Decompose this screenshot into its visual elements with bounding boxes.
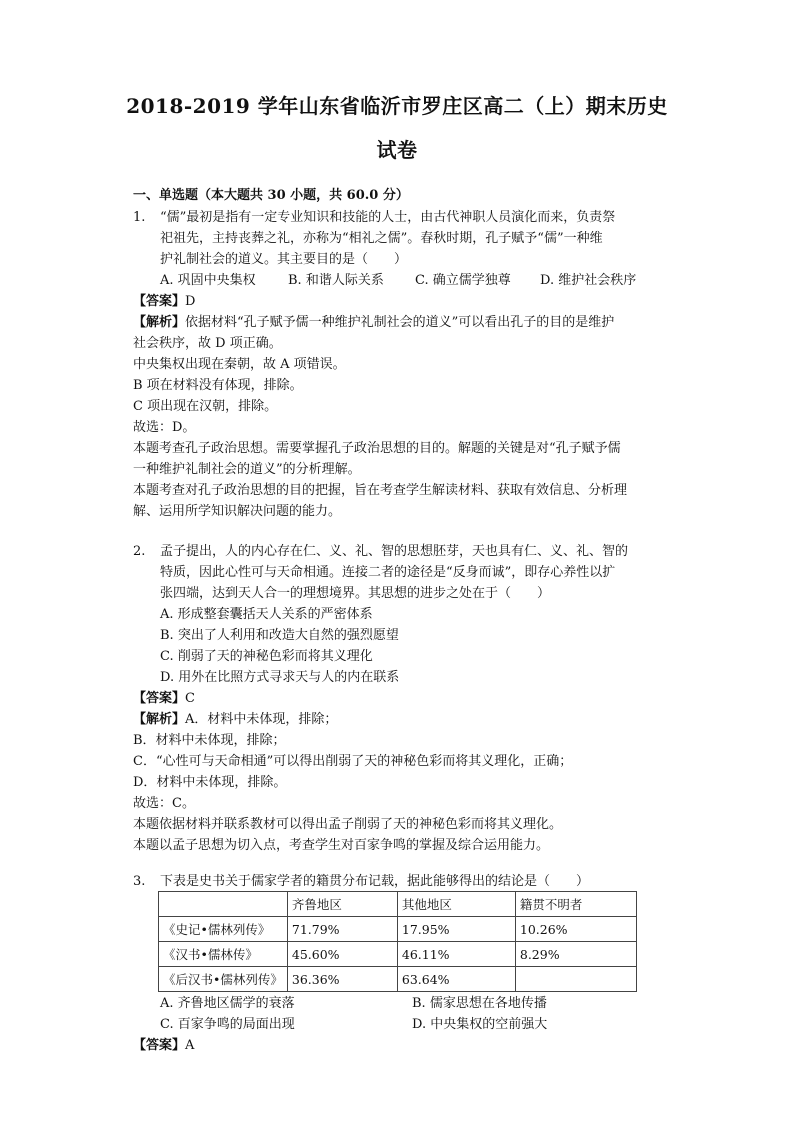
option-b: B. 儒家思想在各地传播 xyxy=(412,996,547,1011)
option-b: B. 突出了人利用和改造大自然的强烈愿望 xyxy=(160,628,399,643)
analysis-line: B 项在材料没有体现，排除。 xyxy=(133,378,303,393)
analysis-line xyxy=(133,313,614,333)
analysis-line: 本题以孟子思想为切入点，考查学生对百家争鸣的掌握及综合运用能力。 xyxy=(133,838,550,853)
data-table xyxy=(158,891,637,992)
table-cell: 71.79% xyxy=(287,917,397,942)
question-number: 3. xyxy=(133,874,146,889)
question-stem-line: 张四端，达到天人合一的理想境界。其思想的进步之处在于（ ） xyxy=(160,586,551,601)
analysis-line xyxy=(133,710,337,730)
table-header-cell: 其他地区 xyxy=(397,892,515,917)
table-header-row xyxy=(159,892,637,917)
table-cell: 17.95% xyxy=(397,917,515,942)
table-row xyxy=(159,967,637,992)
analysis-tag: 【解析】 xyxy=(133,315,186,330)
analysis-line: 中央集权出现在秦朝，故 A 项错误。 xyxy=(133,357,346,372)
option-d: D. 中央集权的空前强大 xyxy=(412,1017,548,1032)
analysis-line: 本题考查对孔子政治思想的目的把握，旨在考查学生解读材料、获取有效信息、分析理 xyxy=(133,483,628,498)
question-number: 2. xyxy=(133,544,146,559)
table-row xyxy=(159,917,637,942)
answer-value: A xyxy=(185,1038,195,1053)
analysis-line: D．材料中未体现，排除。 xyxy=(133,775,287,790)
doc-title-line-1: 2018-2019 学年山东省临沂市罗庄区高二（上）期末历史 xyxy=(126,94,668,118)
table-cell: 45.60% xyxy=(287,942,397,967)
table-cell: 36.36% xyxy=(287,967,397,992)
table-row xyxy=(159,942,637,967)
table-cell: 《史记•儒林列传》 xyxy=(159,917,288,942)
table-cell: 8.29% xyxy=(515,942,636,967)
table-header-cell: 齐鲁地区 xyxy=(287,892,397,917)
table-cell: 《汉书•儒林传》 xyxy=(159,942,288,967)
table-header-cell: 籍贯不明者 xyxy=(515,892,636,917)
analysis-line: 解、运用所学知识解决问题的能力。 xyxy=(133,504,342,519)
table-cell: 46.11% xyxy=(397,942,515,967)
question-stem-line: 祀祖先，主持丧葬之礼，亦称为“相礼之儒”。春秋时期，孔子赋予“儒”一种维 xyxy=(160,231,603,246)
analysis-line: 本题考查孔子政治思想。需要掌握孔子政治思想的目的。解题的关键是对“孔子赋予儒 xyxy=(133,441,621,456)
option-c: C. 削弱了天的神秘色彩而将其义理化 xyxy=(160,649,373,664)
question-stem-line: 护礼制社会的道义。其主要目的是（ ） xyxy=(160,252,408,267)
answer-value: D xyxy=(185,294,196,309)
table-header-cell xyxy=(159,892,288,917)
answer-value: C xyxy=(185,691,195,706)
question-number: 1. xyxy=(133,210,146,225)
analysis-line: C 项出现在汉朝，排除。 xyxy=(133,399,278,414)
analysis-line: 本题依据材料并联系教材可以得出孟子削弱了天的神秘色彩而将其义理化。 xyxy=(133,817,563,832)
analysis-line: 社会秩序，故 D 项正确。 xyxy=(133,336,282,351)
answer-tag: 【答案】 xyxy=(133,294,186,309)
table-cell: 63.64% xyxy=(397,967,515,992)
answer-line xyxy=(133,1036,194,1056)
option-d: D. 维护社会秩序 xyxy=(540,273,637,288)
analysis-line: 一种维护礼制社会的道义”的分析理解。 xyxy=(133,462,361,477)
analysis-line: C．“心性可与天命相通”可以得出削弱了天的神秘色彩而将其义理化，正确； xyxy=(133,754,573,769)
analysis-tag: 【解析】 xyxy=(133,712,186,727)
analysis-line: 故选：D。 xyxy=(133,420,196,435)
question-stem-line: 孟子提出，人的内心存在仁、义、礼、智的思想胚芽，天也具有仁、义、礼、智的 xyxy=(160,544,629,559)
answer-tag: 【答案】 xyxy=(133,1038,186,1053)
answer-line xyxy=(133,689,195,709)
option-a: A. 形成整套囊括天人关系的严密体系 xyxy=(160,607,373,622)
doc-title-line-2: 试卷 xyxy=(376,138,418,162)
question-stem-line: 下表是史书关于儒家学者的籍贯分布记载，据此能够得出的结论是（ ） xyxy=(160,874,590,889)
option-a: A. 齐鲁地区儒学的衰落 xyxy=(160,996,295,1011)
table-cell: 《后汉书•儒林列传》 xyxy=(159,967,288,992)
option-a: A. 巩固中央集权 xyxy=(160,273,256,288)
question-stem-line: “儒”最初是指有一定专业知识和技能的人士，由古代神职人员演化而来，负责祭 xyxy=(160,210,616,225)
option-b: B. 和谐人际关系 xyxy=(288,273,384,288)
section-heading: 一、单选题（本大题共 30 小题，共 60.0 分） xyxy=(133,188,409,203)
option-c: C. 百家争鸣的局面出现 xyxy=(160,1017,295,1032)
question-stem-line: 特质，因此心性可与天命相通。连接二者的途径是“反身而诚”，即存心养性以扩 xyxy=(160,565,616,580)
table-cell xyxy=(515,967,636,992)
analysis-line: B．材料中未体现，排除； xyxy=(133,733,286,748)
option-d: D. 用外在比照方式寻求天与人的内在联系 xyxy=(160,670,400,685)
analysis-text: 依据材料“孔子赋予儒一种维护礼制社会的道义”可以看出孔子的目的是维护 xyxy=(185,315,615,330)
analysis-line: 故选：C。 xyxy=(133,796,195,811)
answer-tag: 【答案】 xyxy=(133,691,186,706)
option-c: C. 确立儒学独尊 xyxy=(415,273,511,288)
table-cell: 10.26% xyxy=(515,917,636,942)
analysis-text: A．材料中未体现，排除； xyxy=(185,712,338,727)
answer-line xyxy=(133,292,195,312)
